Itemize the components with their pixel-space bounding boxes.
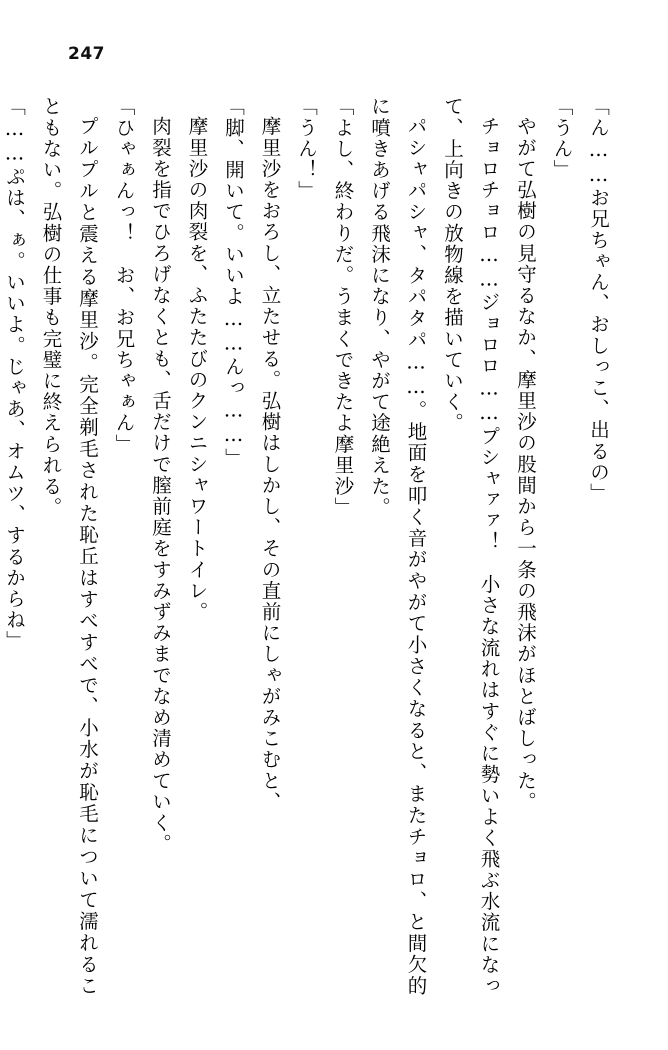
body-paragraph: 「ん……お兄ちゃん、おしっこ、出るの」 — [587, 96, 610, 504]
body-paragraph: 「うん！」 — [295, 96, 318, 202]
body-paragraph: 「脚、開いて。いいよ……んっ……」 — [222, 96, 245, 469]
body-paragraph: 摩里沙の肉裂を、ふたたびのクンニシャワートイレ。 — [185, 115, 209, 622]
body-paragraph: 「うん」 — [550, 96, 574, 181]
body-paragraph: 摩里沙をおろし、立たせる。弘樹はしかし、その直前にしゃがみこむと、 — [258, 115, 282, 812]
body-paragraph: やがて弘樹の見守るなか、摩里沙の股間から一条の飛沫がほとばしった。 — [514, 115, 537, 812]
body-paragraph: 肉裂を指でひろげなくとも、舌だけで膣前庭をすみずみまでなめ清めていく。 — [149, 115, 172, 854]
page-number: 247 — [68, 44, 105, 64]
body-paragraph: 「ひゃぁんっ！ お、お兄ちゃぁん」 — [112, 96, 136, 455]
body-paragraph: パシャパシャ、タパタパ……。地面を叩く音がやがて小さくなると、またチョロ、と間欠的に噴きあげる飛沫になり、やがて途絶えた。 — [368, 96, 428, 996]
body-paragraph: チョロチョロ……ジョロロ……プシャァァ！ 小さな流れはすぐに勢いよく飛ぶ水流になって、上向きの放物線を描いていく。 — [441, 96, 501, 996]
page-text-body — [0, 96, 616, 996]
body-paragraph: 「よし、終わりだ。うまくできたよ摩里沙」 — [331, 96, 355, 518]
body-paragraph: プルプルと震える摩里沙。完全剃毛された恥丘はすべすべで、小水が恥毛について濡れることもない。弘樹の仕事も完璧に終えられる。 — [39, 96, 99, 996]
body-paragraph: 「……ぷは、ぁ。いいよ。じゃあ、オムツ、するからね」 — [3, 96, 26, 652]
